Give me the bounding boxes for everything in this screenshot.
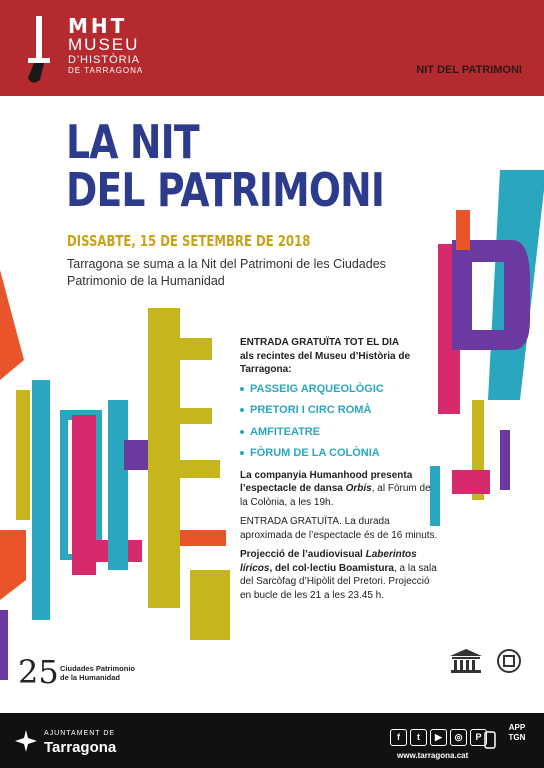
main-title: [66, 115, 385, 217]
list-item: FÒRUM DE LA COLÒNIA: [240, 447, 440, 461]
city-name: Tarragona: [44, 739, 117, 756]
youtube-icon[interactable]: ▶: [430, 729, 447, 746]
dance-entry: ENTRADA GRATUÏTA. La durada aproximada de l’espectacle és de 16 minuts.: [240, 516, 438, 541]
entry-rest: als recintes del Museu d’Història de Tarragona:: [240, 350, 411, 375]
ciudades-patrimonio-logo: [18, 653, 136, 691]
tarragona-emblem-icon: [14, 729, 38, 753]
logo-tarragona: DE TARRAGONA: [68, 66, 144, 75]
logo-mht: MHT: [68, 14, 128, 38]
logo-historia: D'HISTÒRIA: [68, 54, 140, 66]
bullet-icon: [240, 408, 244, 412]
app-name: TGN: [508, 733, 526, 742]
social-links: [390, 729, 487, 746]
event-date: DISSABTE, 15 DE SETEMBRE DE 2018: [67, 232, 311, 250]
event-info: [240, 336, 440, 608]
list-item: PRETORI I CIRC ROMÀ: [240, 404, 440, 418]
list-item: PASSEIG ARQUEOLÒGIC: [240, 383, 440, 397]
website-link[interactable]: www.tarragona.cat: [397, 751, 469, 760]
anniversary-number: 25: [18, 653, 59, 691]
entry-paragraph: [240, 336, 440, 377]
museum-logo-text: [68, 16, 143, 76]
app-label: APP: [508, 723, 526, 732]
app-badge[interactable]: [498, 723, 536, 761]
logo-museu: MUSEU: [68, 35, 140, 54]
title-line-2: DEL PATRIMONI: [66, 163, 385, 217]
bullet-icon: [240, 430, 244, 434]
world-heritage-icon: [496, 648, 522, 674]
audiovisual-paragraph: Projecció de l’audiovisual Laberintos líricos, del col·lectiu Boamistura, a la sala del Sarcòfag d’Hipòlit del Pretori. Projecció en bucle de les 21 a les 23.45 h.: [240, 549, 437, 601]
title-line-1: LA NIT: [66, 115, 199, 169]
phone-icon: [484, 731, 496, 749]
header-tag: NIT DEL PATRIMONI: [416, 64, 522, 76]
bullet-icon: [240, 387, 244, 391]
dance-paragraph: La companyia Humanhood presenta l’espectacle de dansa Orbis, al Fòrum de la Colònia, a les 19h.: [240, 469, 431, 508]
instagram-icon[interactable]: ◎: [450, 729, 467, 746]
list-item: AMFITEATRE: [240, 426, 440, 440]
ciudades-patrimonio-text: Ciudades Patrimonio de la Humanidad: [60, 664, 136, 682]
twitter-icon[interactable]: t: [410, 729, 427, 746]
header-banner: [0, 0, 544, 96]
footer-bar: [0, 713, 544, 768]
pinterest-icon[interactable]: P: [470, 729, 487, 746]
decorative-letters-left-icon: [0, 240, 240, 680]
facebook-icon[interactable]: f: [390, 729, 407, 746]
entry-bold: ENTRADA GRATUÏTA TOT EL DIA: [240, 337, 400, 348]
bullet-icon: [240, 451, 244, 455]
subtitle: Tarragona se suma a la Nit del Patrimoni de les Ciudades Patrimonio de la Humanidad: [67, 257, 386, 288]
ajuntament-label: AJUNTAMENT DE: [44, 730, 116, 737]
unesco-temple-icon: [448, 648, 484, 674]
sword-logo-icon: [20, 14, 58, 86]
venue-list: [240, 383, 440, 461]
